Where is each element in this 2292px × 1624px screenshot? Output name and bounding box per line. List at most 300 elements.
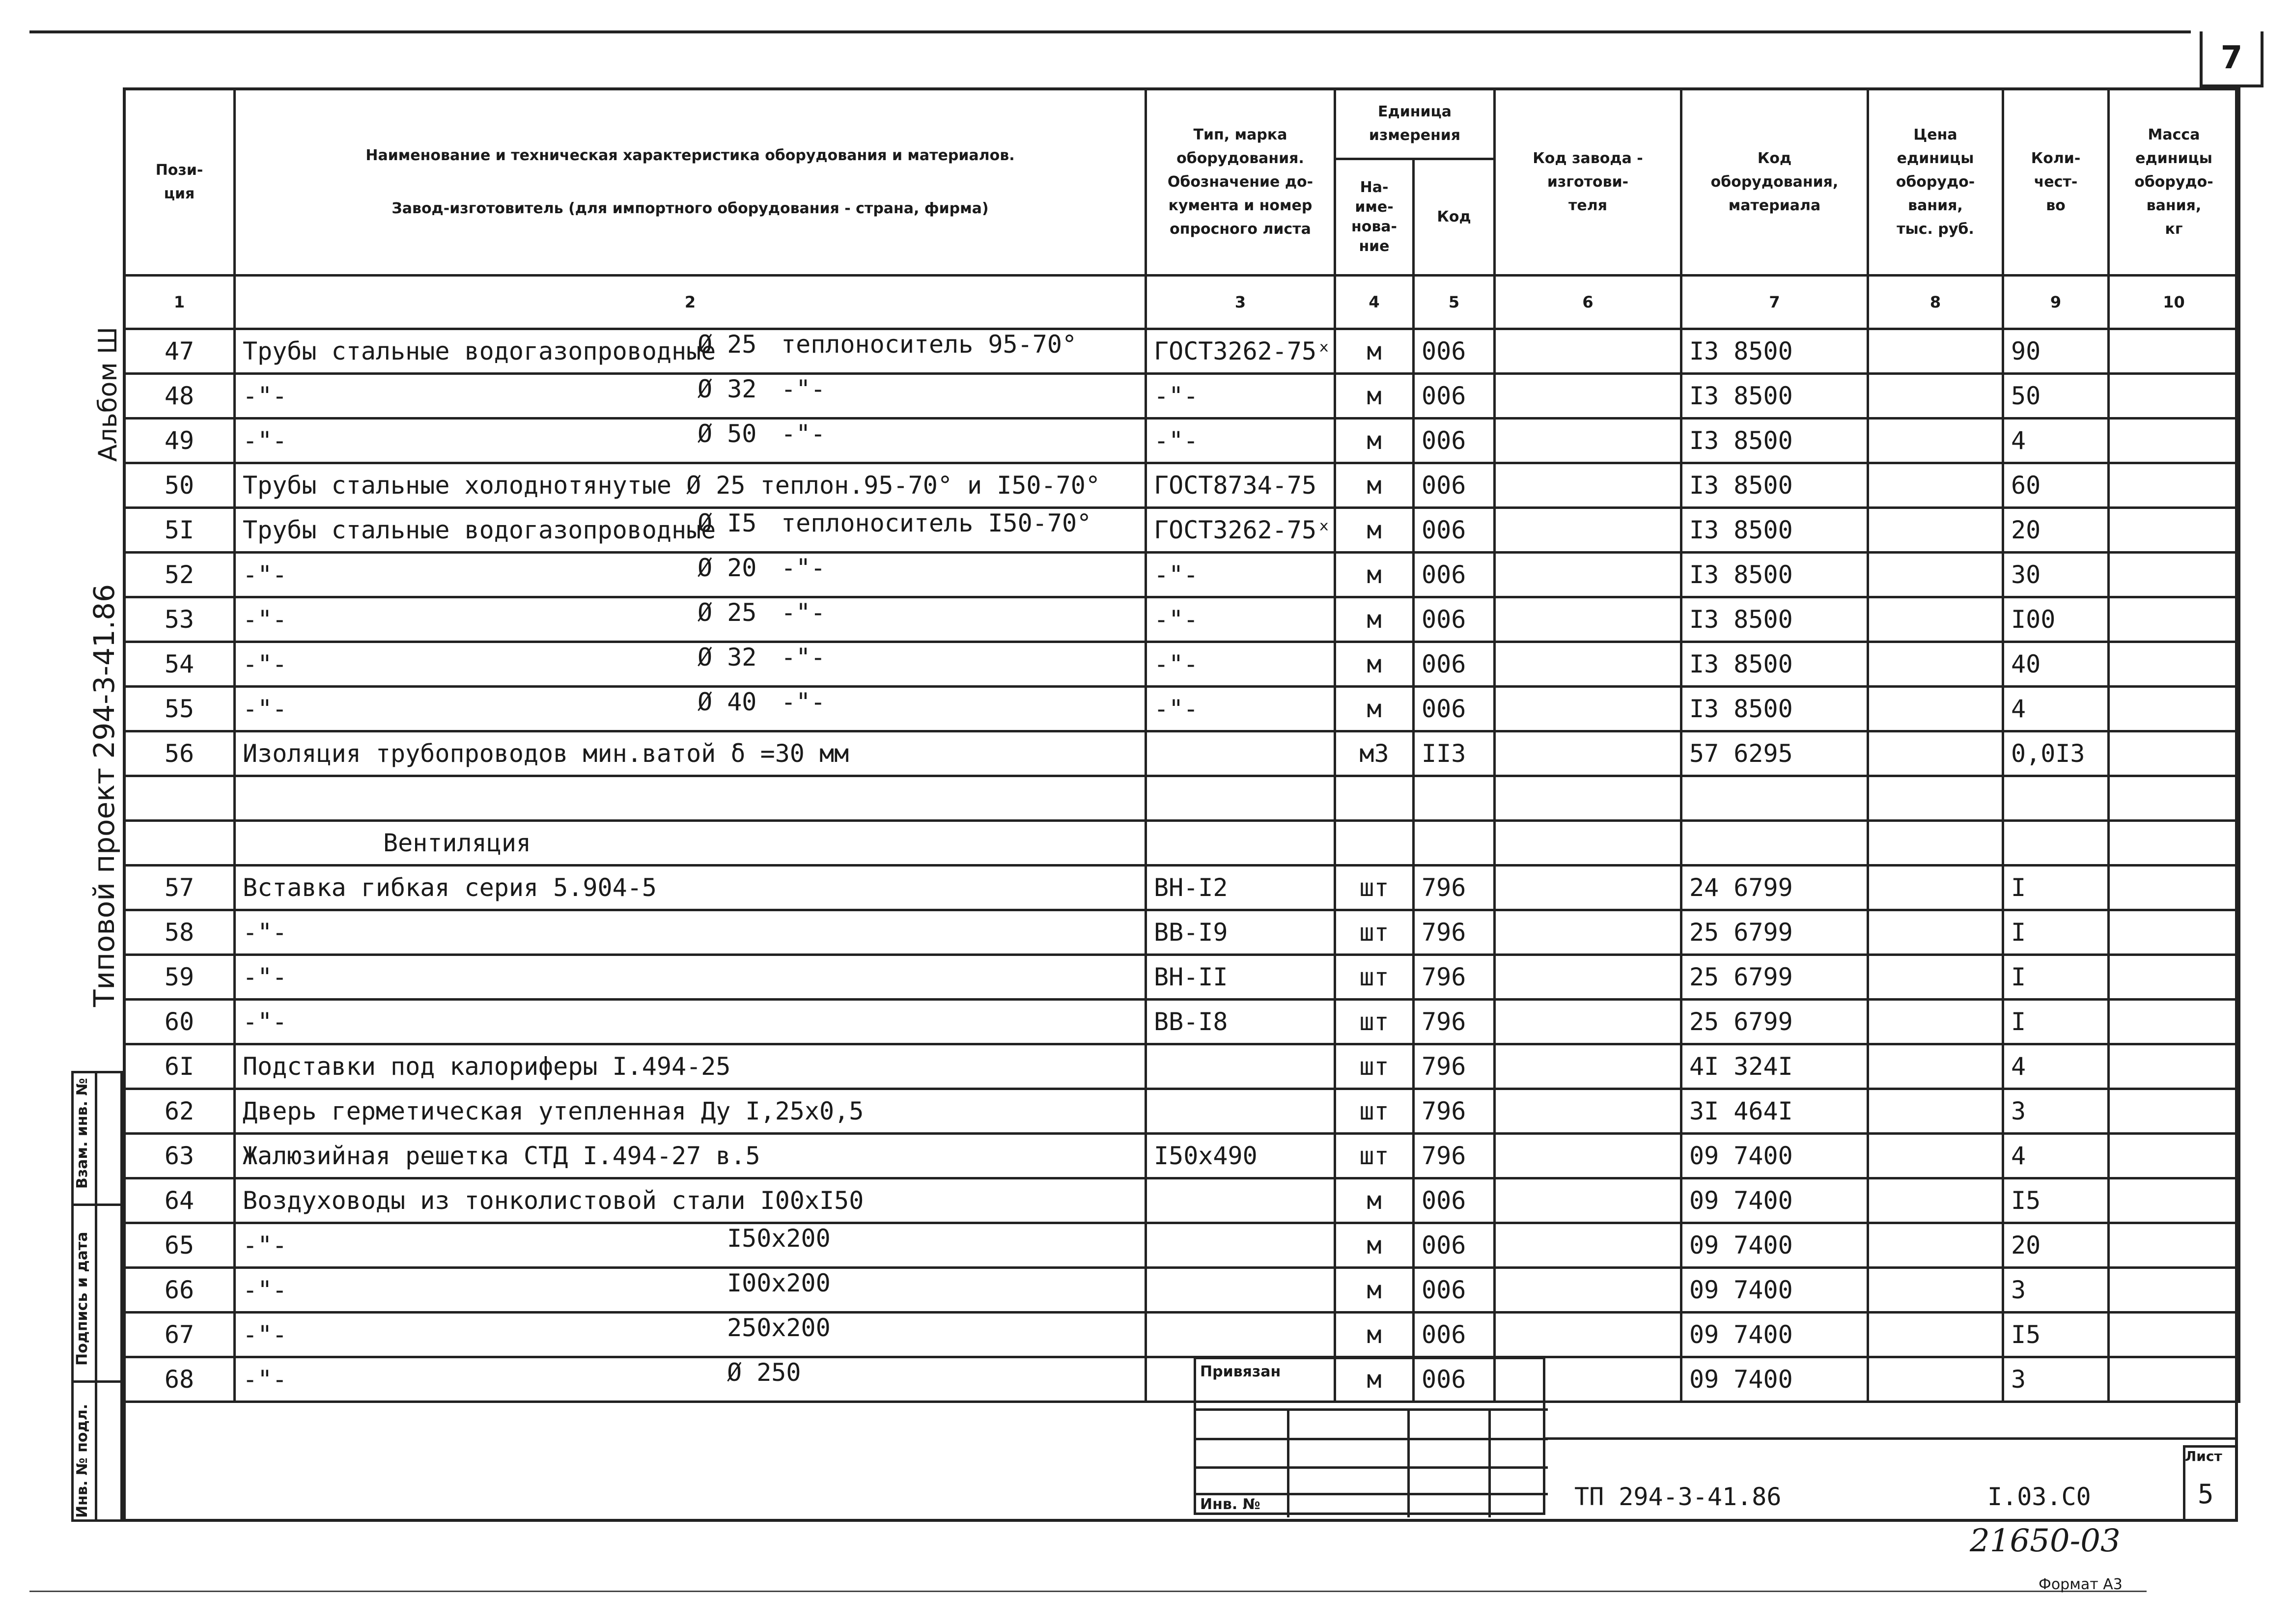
cell-type [1146, 1178, 1335, 1223]
cell-mat: 09 7400 [1681, 1357, 1868, 1402]
cell-pos: 49 [124, 419, 235, 463]
document-designation: ТП 294-3-41.86 [1574, 1483, 1782, 1511]
cell-mass [2109, 508, 2239, 553]
cell-code: 796 [1414, 866, 1495, 910]
cell-mass [2109, 553, 2239, 597]
cell-type [1146, 1044, 1335, 1089]
cell-unit: шт [1335, 866, 1414, 910]
cell-plant [1495, 866, 1681, 910]
cell-plant [1495, 1178, 1681, 1223]
cell-plant [1495, 329, 1681, 374]
column-number: 7 [1681, 276, 1868, 329]
table-row [124, 776, 2239, 821]
cell-code: 006 [1414, 374, 1495, 419]
cell-name [235, 1223, 1146, 1268]
cell-mass [2109, 866, 2239, 910]
header-price: Цена единицы оборудо- вания, тыс. руб. [1868, 89, 2003, 276]
cell-qty: I [2003, 910, 2109, 955]
cell-mass [2109, 463, 2239, 508]
column-number: 3 [1146, 276, 1335, 329]
cell-code: 796 [1414, 1044, 1495, 1089]
cell-mat: 09 7400 [1681, 1313, 1868, 1357]
item-spec: теплоноситель 95-70° [781, 330, 1077, 359]
item-name: -"- [243, 695, 287, 723]
bottom-trim-line [29, 1591, 2147, 1592]
cell-code: 006 [1414, 553, 1495, 597]
cell-type: I50х490 [1146, 1134, 1335, 1178]
table-row [124, 419, 2239, 463]
item-name: Дверь герметическая утепленная Ду I,25х0,5 [243, 1097, 864, 1125]
item-name: -"- [243, 1231, 287, 1260]
cell-pos: 66 [124, 1268, 235, 1313]
cell-qty: I5 [2003, 1313, 2109, 1357]
item-size: Ø 40 [698, 688, 757, 716]
cell-name [235, 910, 1146, 955]
item-name: -"- [243, 650, 287, 678]
cell-pos: 52 [124, 553, 235, 597]
strip-label-replace: Взам. инв. № [74, 1078, 91, 1189]
cell-code: 006 [1414, 1357, 1495, 1402]
item-spec: теплоноситель I50-70° [781, 509, 1092, 537]
cell-mass [2109, 1357, 2239, 1402]
cell-pos: 6I [124, 1044, 235, 1089]
cell-pos: 60 [124, 1000, 235, 1044]
cell-code: 796 [1414, 955, 1495, 1000]
cell-type: ВН-I2 [1146, 866, 1335, 910]
cell-code [1414, 821, 1495, 866]
cell-pos: 59 [124, 955, 235, 1000]
item-size: Ø 32 [698, 643, 757, 672]
cell-qty: 90 [2003, 329, 2109, 374]
sheet-number: 5 [2198, 1479, 2214, 1510]
cell-name [235, 1268, 1146, 1313]
table-row [124, 508, 2239, 553]
cell-code: 006 [1414, 642, 1495, 687]
cell-price [1868, 374, 2003, 419]
cell-mat: I3 8500 [1681, 508, 1868, 553]
cell-plant [1495, 1000, 1681, 1044]
item-size: Ø 25 [698, 330, 757, 359]
header-type: Тип, марка оборудования. Обозначение до- кумента и номер опросного листа [1146, 89, 1335, 276]
cell-type: -"- [1146, 419, 1335, 463]
cell-code [1414, 776, 1495, 821]
cell-type: -"- [1146, 642, 1335, 687]
cell-name [235, 821, 1146, 866]
cell-plant [1495, 508, 1681, 553]
cell-price [1868, 597, 2003, 642]
archive-number: 21650-03 [1970, 1523, 2121, 1559]
cell-name [235, 1357, 1146, 1402]
cell-qty: 3 [2003, 1089, 2109, 1134]
cell-mat: I3 8500 [1681, 329, 1868, 374]
cell-name [235, 1134, 1146, 1178]
cell-price [1868, 1223, 2003, 1268]
cell-mat: 3I 464I [1681, 1089, 1868, 1134]
cell-qty: 50 [2003, 374, 2109, 419]
sheet-corner-number: 7 [2200, 31, 2264, 87]
table-row [124, 1000, 2239, 1044]
cell-qty: 4 [2003, 419, 2109, 463]
cell-unit: м [1335, 419, 1414, 463]
cell-qty [2003, 776, 2109, 821]
cell-unit: м [1335, 687, 1414, 731]
cell-pos: 64 [124, 1178, 235, 1223]
cell-qty: 3 [2003, 1357, 2109, 1402]
cell-plant [1495, 1134, 1681, 1178]
header-unit-group: Единица измерения [1335, 89, 1495, 159]
top-border-line [29, 30, 2191, 33]
table-row [124, 597, 2239, 642]
cell-type [1146, 821, 1335, 866]
cell-unit: м [1335, 1223, 1414, 1268]
cell-unit: м [1335, 553, 1414, 597]
table-row [124, 553, 2239, 597]
header-unit-code: Код [1414, 159, 1495, 276]
cell-price [1868, 463, 2003, 508]
cell-plant [1495, 1268, 1681, 1313]
cell-type: -"- [1146, 597, 1335, 642]
cell-unit: шт [1335, 1000, 1414, 1044]
cell-plant [1495, 1223, 1681, 1268]
cell-price [1868, 329, 2003, 374]
cell-plant [1495, 642, 1681, 687]
cell-price [1868, 776, 2003, 821]
item-size: Ø 50 [698, 420, 757, 448]
cell-mat [1681, 821, 1868, 866]
cell-mass [2109, 1134, 2239, 1178]
cell-price [1868, 508, 2003, 553]
cell-type [1146, 1089, 1335, 1134]
cell-qty: 4 [2003, 1134, 2109, 1178]
cell-price [1868, 1313, 2003, 1357]
cell-name [235, 731, 1146, 776]
item-name: -"- [243, 426, 287, 455]
cell-name [235, 1044, 1146, 1089]
cell-code: 006 [1414, 687, 1495, 731]
cell-pos [124, 776, 235, 821]
cell-name [235, 508, 1146, 553]
cell-code: 796 [1414, 1089, 1495, 1134]
item-size: I00х200 [727, 1269, 831, 1297]
table-row [124, 687, 2239, 731]
cell-price [1868, 1268, 2003, 1313]
cell-unit: м [1335, 508, 1414, 553]
cell-name [235, 1089, 1146, 1134]
cell-plant [1495, 731, 1681, 776]
cell-qty: 0,0I3 [2003, 731, 2109, 776]
cell-mass [2109, 1178, 2239, 1223]
cell-plant [1495, 955, 1681, 1000]
column-number: 5 [1414, 276, 1495, 329]
cell-code: 006 [1414, 1223, 1495, 1268]
cell-unit: шт [1335, 910, 1414, 955]
cell-qty: 4 [2003, 1044, 2109, 1089]
cell-qty: 30 [2003, 553, 2109, 597]
strip-label-sign: Подпись и дата [74, 1232, 91, 1366]
item-name: -"- [243, 382, 287, 410]
cell-mat: I3 8500 [1681, 597, 1868, 642]
column-number: 6 [1495, 276, 1681, 329]
header-plant-code: Код завода - изготови- теля [1495, 89, 1681, 276]
table-row [124, 821, 2239, 866]
cell-name [235, 955, 1146, 1000]
project-label: Типовой проект 294-3-41.86 [87, 584, 121, 1007]
cell-mass [2109, 776, 2239, 821]
cell-plant [1495, 687, 1681, 731]
cell-qty: 60 [2003, 463, 2109, 508]
cell-price [1868, 731, 2003, 776]
cell-pos: 65 [124, 1223, 235, 1268]
inv-number-label: Инв. № [1200, 1496, 1260, 1513]
cell-price [1868, 1357, 2003, 1402]
item-name: Вентиляция [383, 829, 531, 857]
table-row [124, 1089, 2239, 1134]
item-name: -"- [243, 1276, 287, 1304]
item-name: -"- [243, 918, 287, 947]
column-number: 8 [1868, 276, 2003, 329]
cell-type: ВВ-I9 [1146, 910, 1335, 955]
item-name: Вставка гибкая серия 5.904-5 [243, 873, 657, 902]
cell-price [1868, 1000, 2003, 1044]
cell-code: 006 [1414, 1313, 1495, 1357]
cell-plant [1495, 597, 1681, 642]
cell-name [235, 687, 1146, 731]
cell-mat: 25 6799 [1681, 1000, 1868, 1044]
table-row [124, 1134, 2239, 1178]
item-name: Трубы стальные водогазопроводные [243, 337, 716, 365]
sheet-label: Лист [2185, 1448, 2222, 1464]
table-row [124, 1044, 2239, 1089]
cell-code: 796 [1414, 910, 1495, 955]
cell-unit [1335, 821, 1414, 866]
cell-code: 006 [1414, 508, 1495, 553]
column-number: 1 [124, 276, 235, 329]
cell-pos: 54 [124, 642, 235, 687]
cell-plant [1495, 1089, 1681, 1134]
cell-code: 006 [1414, 597, 1495, 642]
item-name: -"- [243, 560, 287, 589]
column-number-row [124, 276, 2239, 329]
cell-price [1868, 955, 2003, 1000]
cell-plant [1495, 1044, 1681, 1089]
cell-type [1146, 731, 1335, 776]
table-row [124, 1313, 2239, 1357]
cell-name [235, 597, 1146, 642]
cell-pos [124, 821, 235, 866]
cell-mat: I3 8500 [1681, 553, 1868, 597]
item-size: I50х200 [727, 1224, 831, 1253]
cell-mass [2109, 731, 2239, 776]
cell-code: 006 [1414, 329, 1495, 374]
table-row [124, 1223, 2239, 1268]
item-name: Жалюзийная решетка СТД I.494-27 в.5 [243, 1142, 760, 1170]
cell-code: 006 [1414, 463, 1495, 508]
cell-type: ГОСТ8734-75 [1146, 463, 1335, 508]
cell-name [235, 776, 1146, 821]
cell-mass [2109, 687, 2239, 731]
cell-qty: 3 [2003, 1268, 2109, 1313]
cell-type: ГОСТ3262-75ˣ [1146, 508, 1335, 553]
cell-mat: 25 6799 [1681, 955, 1868, 1000]
cell-qty: 20 [2003, 508, 2109, 553]
column-number: 9 [2003, 276, 2109, 329]
cell-type: ВН-II [1146, 955, 1335, 1000]
cell-name [235, 553, 1146, 597]
header-quantity: Коли- чест- во [2003, 89, 2109, 276]
cell-type: -"- [1146, 374, 1335, 419]
cell-unit: м [1335, 374, 1414, 419]
cell-unit: шт [1335, 1089, 1414, 1134]
format-label: Формат А3 [2039, 1576, 2123, 1593]
table-row [124, 329, 2239, 374]
item-name: Трубы стальные холоднотянутые Ø 25 теплон.95-70° и I50-70° [243, 471, 1100, 500]
cell-price [1868, 642, 2003, 687]
cell-code: 796 [1414, 1000, 1495, 1044]
cell-type [1146, 1223, 1335, 1268]
cell-pos: 5I [124, 508, 235, 553]
cell-mat: I3 8500 [1681, 687, 1868, 731]
cell-mat: 4I 324I [1681, 1044, 1868, 1089]
cell-pos: 67 [124, 1313, 235, 1357]
cell-pos: 48 [124, 374, 235, 419]
cell-plant [1495, 821, 1681, 866]
cell-pos: 47 [124, 329, 235, 374]
cell-code: 006 [1414, 1178, 1495, 1223]
cell-qty: I [2003, 1000, 2109, 1044]
table-row [124, 374, 2239, 419]
cell-unit: шт [1335, 1134, 1414, 1178]
cell-mat: I3 8500 [1681, 642, 1868, 687]
item-name: -"- [243, 963, 287, 991]
cell-mass [2109, 329, 2239, 374]
cell-unit: м [1335, 1178, 1414, 1223]
header-material-code: Код оборудования, материала [1681, 89, 1868, 276]
cell-unit: м3 [1335, 731, 1414, 776]
cell-name [235, 329, 1146, 374]
cell-mass [2109, 1044, 2239, 1089]
item-size: Ø I5 [698, 509, 757, 537]
cell-price [1868, 553, 2003, 597]
cell-mass [2109, 1268, 2239, 1313]
cell-mat: 24 6799 [1681, 866, 1868, 910]
table-row [124, 955, 2239, 1000]
cell-mass [2109, 910, 2239, 955]
cell-price [1868, 910, 2003, 955]
cell-type: -"- [1146, 687, 1335, 731]
header-mass: Масса единицы оборудо- вания, кг [2109, 89, 2239, 276]
cell-mat: 57 6295 [1681, 731, 1868, 776]
column-number: 4 [1335, 276, 1414, 329]
item-size: Ø 250 [727, 1358, 801, 1387]
cell-name [235, 419, 1146, 463]
cell-qty: I00 [2003, 597, 2109, 642]
column-number: 2 [235, 276, 1146, 329]
cell-pos: 50 [124, 463, 235, 508]
cell-mass [2109, 374, 2239, 419]
cell-price [1868, 821, 2003, 866]
table-row [124, 463, 2239, 508]
album-label: Альбом Ш [93, 327, 123, 462]
cell-type [1146, 1313, 1335, 1357]
document-mark: I.03.C0 [1987, 1483, 2091, 1511]
cell-pos: 57 [124, 866, 235, 910]
sheet-label-line [2183, 1445, 2238, 1448]
cell-mass [2109, 1313, 2239, 1357]
header-name: Наименование и техническая характеристика оборудования и материалов. Завод-изготовитель (для импортного оборудования - страна, фирма) [235, 89, 1146, 276]
item-spec: -"- [781, 688, 826, 716]
cell-mat: 09 7400 [1681, 1134, 1868, 1178]
cell-name [235, 1178, 1146, 1223]
item-name: Трубы стальные водогазопроводные [243, 516, 716, 544]
cell-type: ГОСТ3262-75ˣ [1146, 329, 1335, 374]
cell-unit: м [1335, 642, 1414, 687]
cell-pos: 62 [124, 1089, 235, 1134]
attached-label: Привязан [1200, 1363, 1281, 1380]
cell-mat: 09 7400 [1681, 1223, 1868, 1268]
cell-unit [1335, 776, 1414, 821]
cell-pos: 53 [124, 597, 235, 642]
cell-name [235, 1000, 1146, 1044]
cell-unit: м [1335, 1313, 1414, 1357]
cell-unit: шт [1335, 1044, 1414, 1089]
item-size: Ø 32 [698, 375, 757, 403]
cell-unit: м [1335, 329, 1414, 374]
cell-type: ВВ-I8 [1146, 1000, 1335, 1044]
table-row [124, 1268, 2239, 1313]
cell-mass [2109, 955, 2239, 1000]
column-number: 10 [2109, 276, 2239, 329]
cell-mat: 09 7400 [1681, 1178, 1868, 1223]
cell-unit: шт [1335, 955, 1414, 1000]
cell-mat: I3 8500 [1681, 463, 1868, 508]
item-size: Ø 20 [698, 554, 757, 582]
table-row [124, 910, 2239, 955]
cell-type [1146, 776, 1335, 821]
cell-plant [1495, 776, 1681, 821]
title-block-line [1545, 1437, 2238, 1440]
cell-mat: I3 8500 [1681, 374, 1868, 419]
strip-divider [95, 1071, 97, 1522]
cell-name [235, 866, 1146, 910]
cell-price [1868, 1089, 2003, 1134]
item-name: Изоляция трубопроводов мин.ватой δ =30 мм [243, 739, 849, 768]
cell-mass [2109, 821, 2239, 866]
cell-qty: 20 [2003, 1223, 2109, 1268]
table-row [124, 866, 2239, 910]
cell-mass [2109, 642, 2239, 687]
table-row [124, 1357, 2239, 1402]
cell-price [1868, 866, 2003, 910]
item-name: -"- [243, 1365, 287, 1394]
cell-name [235, 642, 1146, 687]
item-name: Воздуховоды из тонколистовой стали I00хI50 [243, 1186, 864, 1215]
cell-price [1868, 419, 2003, 463]
cell-mass [2109, 1000, 2239, 1044]
cell-qty: I [2003, 955, 2109, 1000]
cell-mat: I3 8500 [1681, 419, 1868, 463]
cell-price [1868, 1178, 2003, 1223]
item-spec: -"- [781, 554, 826, 582]
cell-unit: м [1335, 1357, 1414, 1402]
cell-plant [1495, 419, 1681, 463]
specification-table [123, 87, 2240, 1403]
cell-name [235, 463, 1146, 508]
table-row [124, 731, 2239, 776]
cell-pos: 58 [124, 910, 235, 955]
item-name: -"- [243, 1008, 287, 1036]
item-name: Подставки под калориферы I.494-25 [243, 1052, 731, 1081]
cell-unit: м [1335, 597, 1414, 642]
